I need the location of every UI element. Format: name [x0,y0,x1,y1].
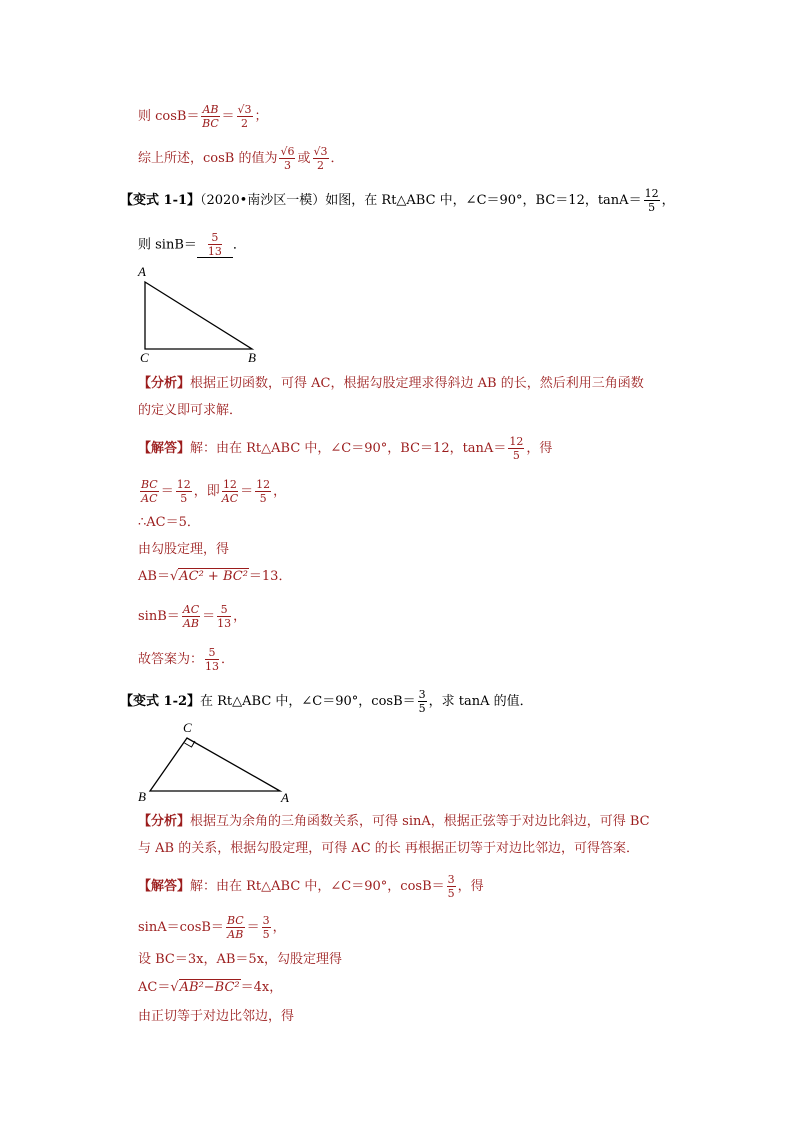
fraction: $\frac{12}{AC}$ [221,478,239,505]
question-tag: 【变式 1-2】 [120,694,201,709]
fraction: $\frac{3}{5}$ [418,688,426,715]
fraction: $\frac{12}{5}$ [176,478,191,505]
solution-1-1-line3: ∴AC＝5． [138,515,200,530]
square-root: AB²−BC² [179,980,240,995]
fraction: $\frac{BC}{AB}$ [226,914,244,941]
fraction: $\frac{12}{5}$ [256,478,271,505]
solution-1-1-line6: sinB＝ $\frac{AC}{AB}$ ＝ $\frac{5}{13}$ ， [138,603,247,630]
analysis-1-2: 【分析】根据互为余角的三角函数关系，可得 sinA，根据正弦等于对边比斜边，可得 BC [138,814,650,829]
fraction: $\frac{√6}{3}$ [280,145,295,172]
fraction: $\frac{BC}{AC}$ [141,478,158,505]
fraction: $\frac{5}{13}$ [205,646,220,673]
vertex-label-b: B [248,350,256,365]
solution-1-2-line5: 由正切等于对边比邻边，得 [138,1009,295,1024]
line-summary: 综上所述，cosB 的值为 $\frac{√6}{3}$ 或 $\frac{√3}{2}$ ． [138,145,344,172]
fraction: $\frac{3}{5}$ [447,873,455,900]
vertex-label-c: C [140,350,149,365]
triangle-figure-2 [135,718,305,808]
text: 则 cosB＝ [138,109,200,124]
answer-blank [197,232,233,258]
solution-1-2-line1: 【解答】解：由在 Rt△ABC 中，∠C＝90°，cosB＝ $\frac{3}{5}$ ，得 [138,873,484,900]
fraction: $\frac{5}{13}$ [207,231,222,258]
solution-1-1-line5: AB＝√AC² + BC²＝13． [138,569,292,584]
analysis-1-2-cont: 与 AB 的关系，根据勾股定理，可得 AC 的长 再根据正切等于对边比邻边，可得答案． [138,841,639,856]
fraction: $\frac{5}{13}$ [217,603,232,630]
vertex-label-a: A [138,264,146,279]
fraction: $\frac{√3}{2}$ [313,145,328,172]
solution-1-1-line7: 故答案为： $\frac{5}{13}$ ． [138,646,235,673]
solution-1-1-line1: 【解答】解：由在 Rt△ABC 中，∠C＝90°，BC＝12，tanA＝ $\frac{12}{5}$ ，得 [138,435,553,462]
fraction: $\frac{12}{5}$ [509,435,524,462]
fraction: $\frac{AC}{AB}$ [182,603,200,630]
fraction: $\frac{3}{5}$ [262,914,270,941]
question-tag: 【变式 1-1】 [120,193,201,208]
fraction: $\frac{12}{5}$ [644,187,659,214]
line-cosb: 则 cosB＝ $\frac{AB}{BC}$ ＝ $\frac{√3}{2}$ ； [138,103,268,130]
square-root: AC² + BC² [179,569,248,584]
solution-1-1-line2: $\frac{BC}{AC}$ ＝ $\frac{12}{5}$ ，即 $\frac{12}{AC}$ ＝ $\frac{12}{5}$ ， [141,478,287,505]
solution-1-2-line3: 设 BC＝3x，AB＝5x，勾股定理得 [138,952,343,967]
fraction: $\frac{√3}{2}$ [237,103,252,130]
triangle-figure-1 [130,262,270,367]
solution-1-2-line2: sinA＝cosB＝ $\frac{BC}{AB}$ ＝ $\frac{3}{5}$ ， [138,914,286,941]
question-1-1-ask: 则 sinB＝ $\frac{5}{13}$ ． [138,231,246,258]
fraction: $\frac{AB}{BC}$ [202,103,219,130]
question-1-1: 【变式 1-1】（2020•南沙区一模）如图，在 Rt△ABC 中，∠C＝90°，BC＝12，tanA＝ $\frac{12}{5}$ ， [120,187,675,214]
vertex-label-c: C [183,720,192,735]
question-1-2: 【变式 1-2】在 Rt△ABC 中，∠C＝90°，cosB＝ $\frac{3}{5}$ ，求 tanA 的值． [120,688,533,715]
solution-1-2-line4: AC＝√AB²−BC²＝4x， [138,980,283,995]
vertex-label-a: A [281,790,289,805]
solution-1-1-line4: 由勾股定理，得 [138,542,230,557]
analysis-1-1-cont: 的定义即可求解． [138,403,243,418]
analysis-1-1: 【分析】根据正切函数，可得 AC，根据勾股定理求得斜边 AB 的长，然后利用三角函数 [138,376,644,391]
vertex-label-b: B [138,789,146,804]
